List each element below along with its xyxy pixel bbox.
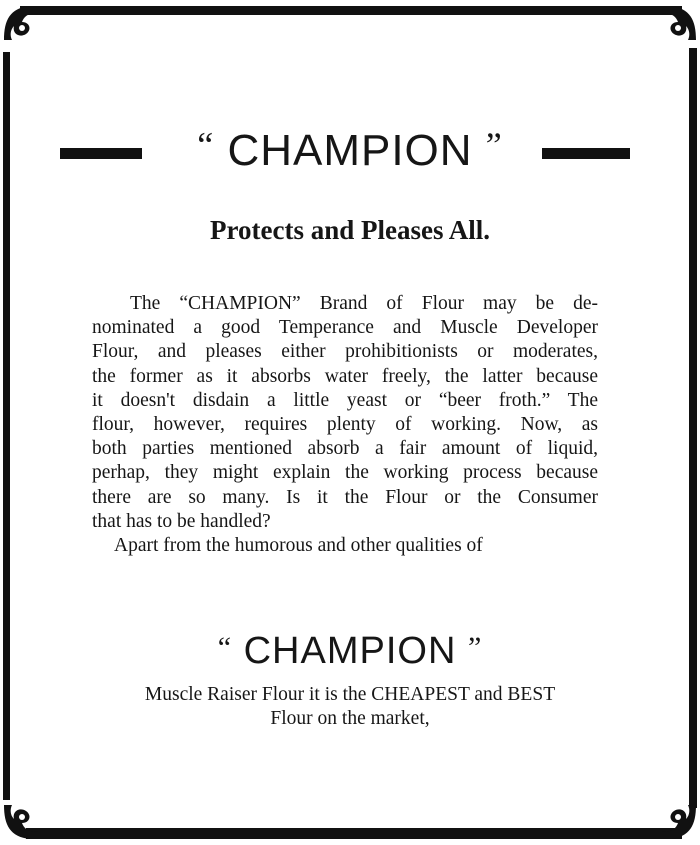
open-quote: “ (197, 125, 215, 165)
body-paragraph (92, 292, 598, 558)
body-line: the former as it absorbs water freely, the latter because (92, 365, 598, 387)
corner-ornament-icon (660, 0, 700, 44)
close-quote: ” (485, 125, 503, 165)
corner-ornament-icon (0, 801, 40, 845)
body-line: it doesn't disdain a little yeast or “beer froth.” The (92, 389, 598, 411)
border-top (20, 6, 682, 15)
corner-ornament-icon (0, 0, 40, 44)
body-line: perhap, they might explain the working process because (92, 462, 598, 484)
body-line: flour, however, requires plenty of working. Now, as (92, 414, 598, 436)
headline (0, 112, 700, 184)
closing-statement (80, 683, 620, 731)
border-bottom (26, 828, 682, 839)
body-line: both parties mentioned absorb a fair amount of liquid, (92, 438, 598, 460)
body-line: The “CHAMPION” Brand of Flour may be de- (130, 293, 598, 314)
open-quote: “ (217, 631, 233, 664)
closing-line: Muscle Raiser Flour it is the CHEAPEST and BEST (144, 684, 556, 705)
headline-secondary (0, 621, 700, 678)
body-line: that has to be handled? (92, 510, 271, 532)
close-quote: ” (467, 631, 483, 664)
body-line: Flour, and pleases either prohibitionists or moderates, (92, 341, 598, 363)
subhead: Protects and Pleases All. (210, 215, 490, 245)
body-line: Apart from the humorous and other qualities of (114, 535, 483, 557)
headline-text: CHAMPION (227, 126, 473, 175)
body-line: there are so many. Is it the Flour or the Consumer (92, 486, 598, 508)
corner-ornament-icon (660, 801, 700, 845)
headline-secondary-text: CHAMPION (243, 630, 457, 672)
closing-line: Flour on the market, (270, 708, 430, 729)
body-line: nominated a good Temperance and Muscle Developer (92, 317, 598, 339)
